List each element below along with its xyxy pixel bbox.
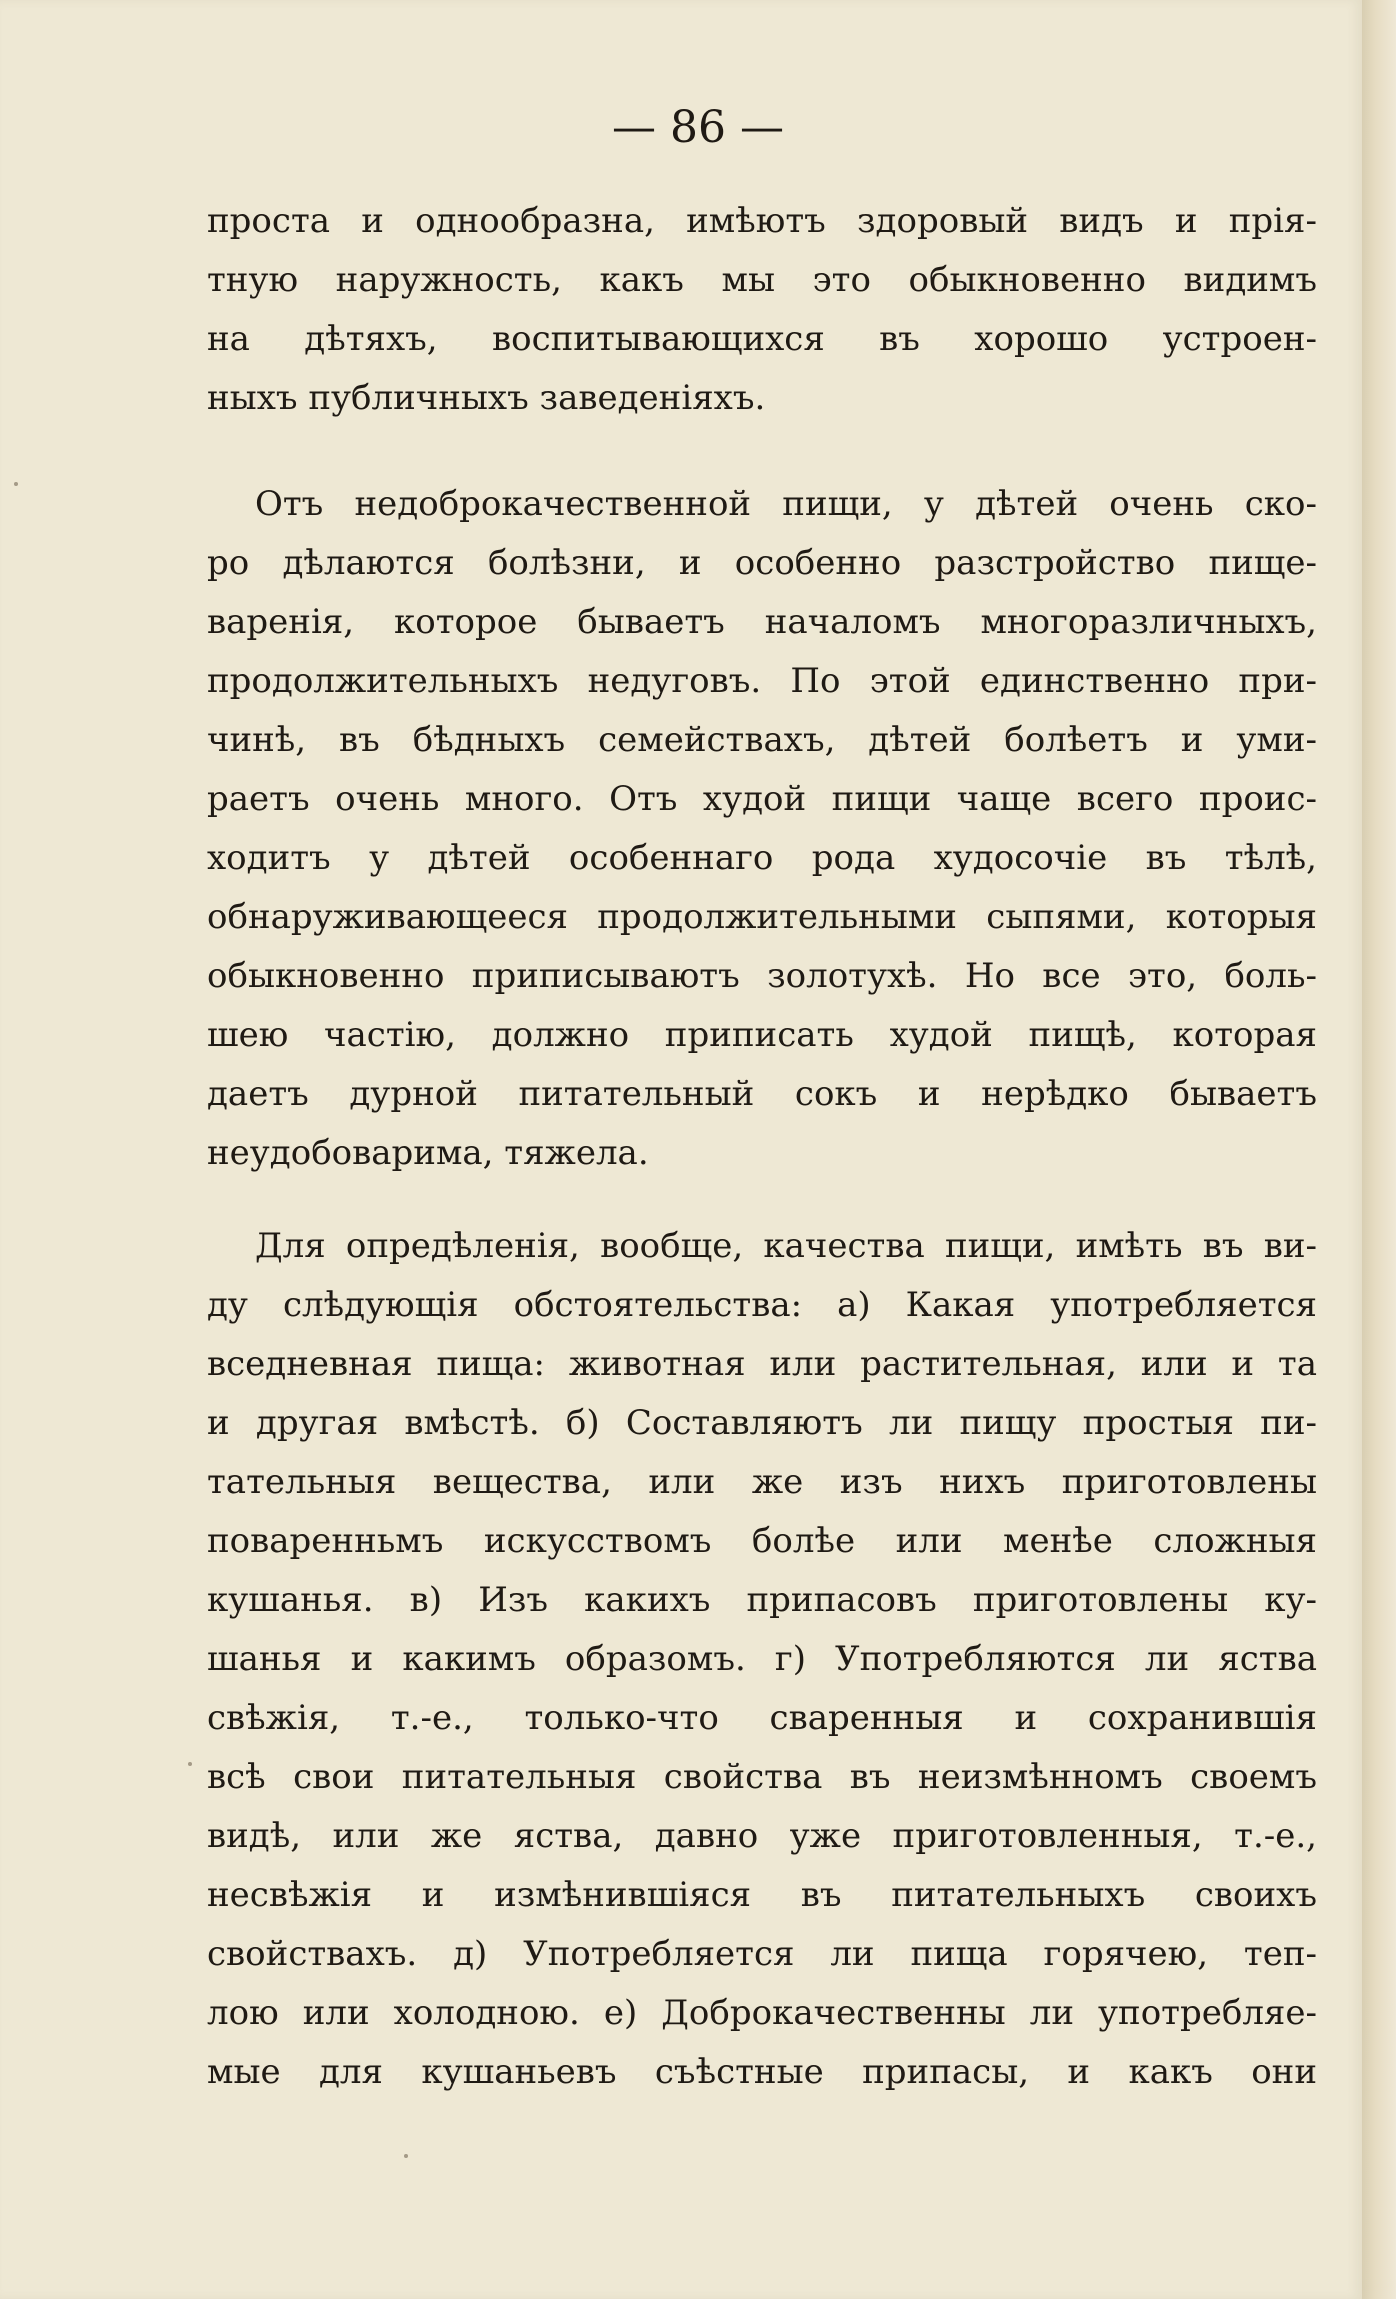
text-line: ныхъ публичныхъ заведеніяхъ. (207, 378, 766, 418)
paper-speck (188, 1762, 192, 1766)
text-line: ду слѣдующія обстоятельства: а) Какая употребляется (207, 1285, 1317, 1325)
paragraph-1 (207, 192, 1317, 428)
text-line: ро дѣлаются болѣзни, и особенно разстройство пище- (207, 543, 1317, 583)
text-line: даетъ дурной питательный сокъ и нерѣдко бываетъ (207, 1074, 1317, 1114)
text-line: шанья и какимъ образомъ. г) Употребляются ли яства (207, 1639, 1317, 1679)
text-line: чинѣ, въ бѣдныхъ семействахъ, дѣтей болѣетъ и уми- (207, 720, 1317, 760)
text-line: тную наружность, какъ мы это обыкновенно видимъ (207, 260, 1317, 300)
text-line: продолжительныхъ недуговъ. По этой единственно при- (207, 661, 1317, 701)
text-line: Для опредѣленія, вообще, качества пищи, имѣть въ ви- (255, 1226, 1317, 1266)
text-line: видѣ, или же яства, давно уже приготовленныя, т.-е., (207, 1816, 1317, 1856)
page-edge (1362, 0, 1396, 2299)
text-line: кушанья. в) Изъ какихъ припасовъ приготовлены ку- (207, 1580, 1317, 1620)
text-line: тательныя вещества, или же изъ нихъ приготовлены (207, 1462, 1317, 1502)
text-line: лою или холодною. е) Доброкачественны ли употребляе- (207, 1993, 1317, 2033)
text-line: мые для кушаньевъ съѣстные припасы, и какъ они (207, 2052, 1317, 2092)
paragraph-2 (207, 475, 1317, 1183)
text-line: и другая вмѣстѣ. б) Составляютъ ли пищу простыя пи- (207, 1403, 1317, 1443)
text-line: обыкновенно приписываютъ золотухѣ. Но все это, боль- (207, 956, 1317, 996)
text-line: несвѣжія и измѣнившіяся въ питательныхъ своихъ (207, 1875, 1317, 1915)
text-line: проста и однообразна, имѣютъ здоровый видъ и прія- (207, 201, 1317, 241)
text-line: на дѣтяхъ, воспитывающихся въ хорошо устроен- (207, 319, 1317, 359)
text-line: вседневная пища: животная или растительная, или и та (207, 1344, 1317, 1384)
text-line: шею частію, должно приписать худой пищѣ, которая (207, 1015, 1317, 1055)
text-line: обнаруживающееся продолжительными сыпями, которыя (207, 897, 1317, 937)
text-line: раетъ очень много. Отъ худой пищи чаще всего проис- (207, 779, 1317, 819)
text-line: свѣжія, т.-е., только-что сваренныя и сохранившія (207, 1698, 1317, 1738)
text-line: варенія, которое бываетъ началомъ многоразличныхъ, (207, 602, 1317, 642)
paper-speck (14, 482, 18, 486)
text-line: всѣ свои питательныя свойства въ неизмѣнномъ своемъ (207, 1757, 1317, 1797)
text-line: Отъ недоброкачественной пищи, у дѣтей очень ско- (255, 484, 1317, 524)
paragraph-3 (207, 1217, 1317, 2102)
text-line: неудобоварима, тяжела. (207, 1133, 649, 1173)
page-number: — 86 — (612, 102, 784, 153)
text-line: поваренньмъ искусствомъ болѣе или менѣе сложныя (207, 1521, 1317, 1561)
text-line: ходитъ у дѣтей особеннаго рода худосочіе въ тѣлѣ, (207, 838, 1317, 878)
paper-speck (404, 2154, 408, 2158)
text-line: свойствахъ. д) Употребляется ли пища горячею, теп- (207, 1934, 1317, 1974)
